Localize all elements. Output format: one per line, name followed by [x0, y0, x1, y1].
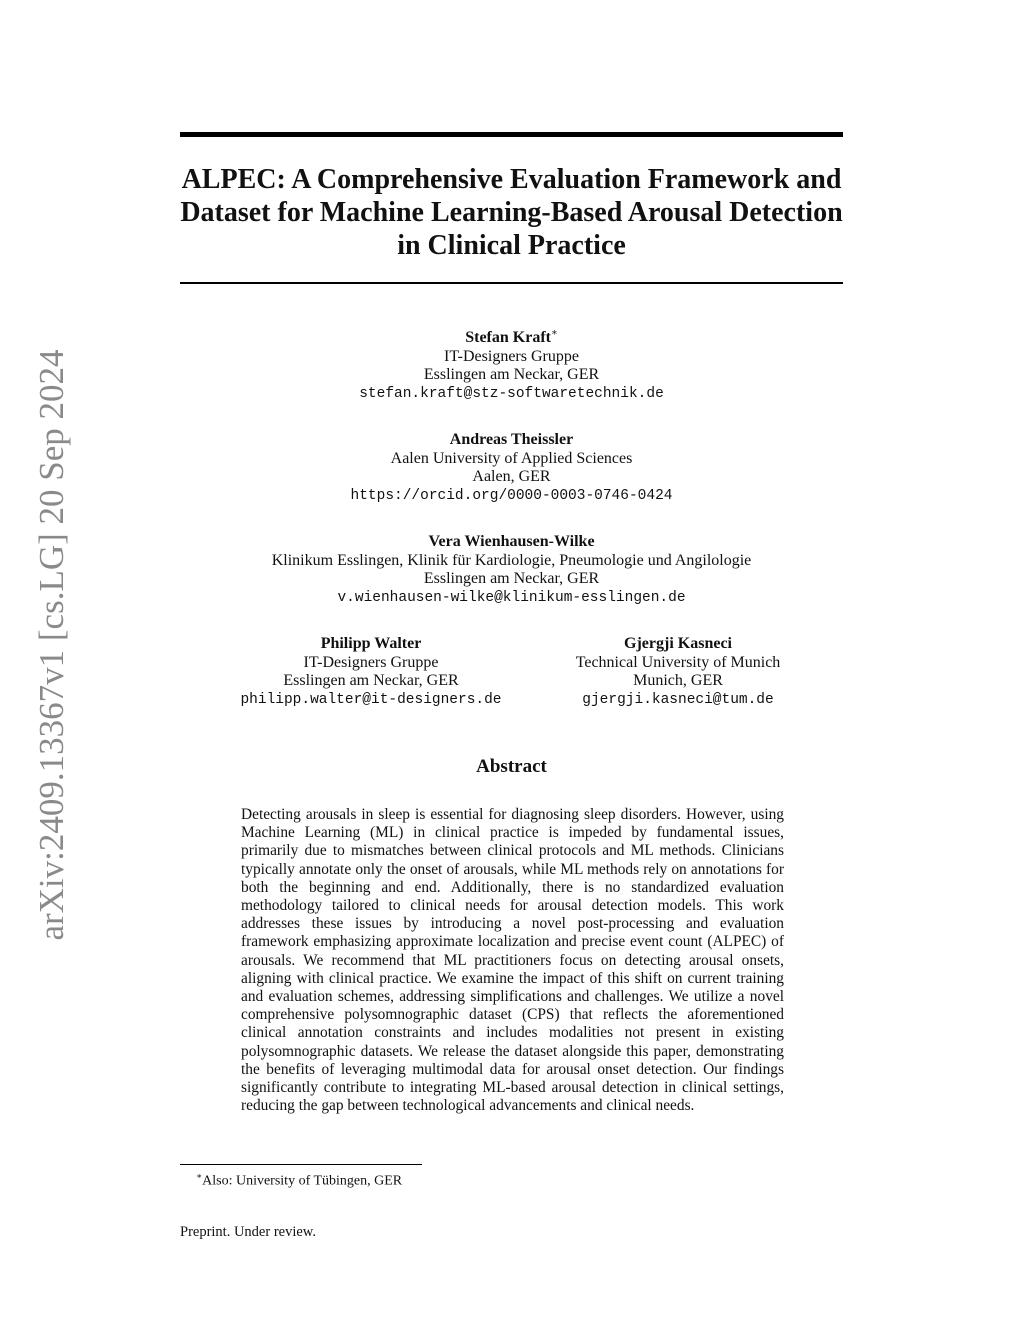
author-block-5: [528, 635, 828, 709]
author-block-4: [221, 635, 521, 709]
author-affiliation: Aalen University of Applied Sciences: [390, 449, 633, 467]
author-location: Aalen, GER: [472, 468, 551, 485]
arxiv-identifier-stamp: arXiv:2409.13367v1 [cs.LG] 20 Sep 2024: [32, 349, 71, 941]
author-affiliation: Klinikum Esslingen, Klinik für Kardiologie, Pneumologie und Angilologie: [271, 551, 752, 569]
footnote-rule: [180, 1164, 422, 1165]
author-block-2: [180, 431, 843, 505]
paper-title: ALPEC: A Comprehensive Evaluation Framework and Dataset for Machine Learning-Based Arousal Detection in Clinical Practice: [180, 164, 843, 261]
author-name: Andreas Theissler: [449, 431, 574, 448]
author-email[interactable]: gjergji.kasneci@tum.de: [582, 691, 774, 708]
author-name: Gjergji Kasneci: [624, 635, 732, 652]
author-name: Philipp Walter: [320, 635, 422, 652]
author-affiliation: IT-Designers Gruppe: [303, 653, 439, 671]
author-email[interactable]: stefan.kraft@stz-softwaretechnik.de: [359, 385, 664, 402]
footnote-marker: ∗: [196, 1171, 203, 1181]
author-block-1: [180, 329, 843, 403]
footnote: [196, 1168, 402, 1190]
preprint-note: Preprint. Under review.: [180, 1224, 316, 1240]
author-location: Esslingen am Neckar, GER: [423, 570, 600, 587]
author-affiliation: IT-Designers Gruppe: [444, 347, 579, 365]
author-location: Esslingen am Neckar, GER: [283, 672, 459, 689]
footnote-text: Also: University of Tübingen, GER: [202, 1173, 403, 1189]
author-block-3: [180, 533, 843, 607]
author-orcid-link[interactable]: https://orcid.org/0000-0003-0746-0424: [350, 487, 673, 504]
author-email[interactable]: v.wienhausen-wilke@klinikum-esslingen.de: [337, 589, 686, 606]
abstract-heading: Abstract: [476, 756, 547, 777]
title-top-rule: [180, 132, 843, 137]
author-affiliation: Technical University of Munich: [575, 653, 781, 671]
author-location: Esslingen am Neckar, GER: [423, 366, 600, 383]
author-name: Vera Wienhausen-Wilke: [428, 533, 595, 550]
author-email[interactable]: philipp.walter@it-designers.de: [240, 691, 502, 708]
abstract-text: Detecting arousals in sleep is essential for diagnosing sleep disorders. However, using Machine Learning (ML) in clinical practice is impeded by fundamental issues, primarily due to mismatches between clinical protocols and ML methods. Clinicians typically annotate only the onset of arousals, while ML methods rely on annotations for both the beginning and end. Additionally, there is no standardized evaluation methodology tailored to clinical needs for arousal detection models. This work addresses these issues by introducing a novel post-processing and evaluation framework emphasizing approximate localization and precise event count (ALPEC) of arousals. We recommend that ML practitioners focus on detecting arousal onsets, aligning with clinical practice. We examine the impact of this shift on current training and evaluation schemes, addressing simplifications and challenges. We utilize a novel comprehensive polysomnographic dataset (CPS) that reflects the aforementioned clinical annotation constraints and includes modalities not present in existing polysomnographic datasets. We release the dataset alongside this paper, demonstrating the benefits of leveraging multimodal data for arousal onset detection. Our findings significantly contribute to integrating ML-based arousal detection in clinical settings, reducing the gap between technological advancements and clinical needs.: [241, 806, 784, 1115]
author-name: Stefan Kraft: [465, 329, 551, 346]
author-location: Munich, GER: [633, 672, 723, 689]
title-bottom-rule: [180, 282, 843, 284]
footnote-marker: ∗: [550, 327, 558, 339]
